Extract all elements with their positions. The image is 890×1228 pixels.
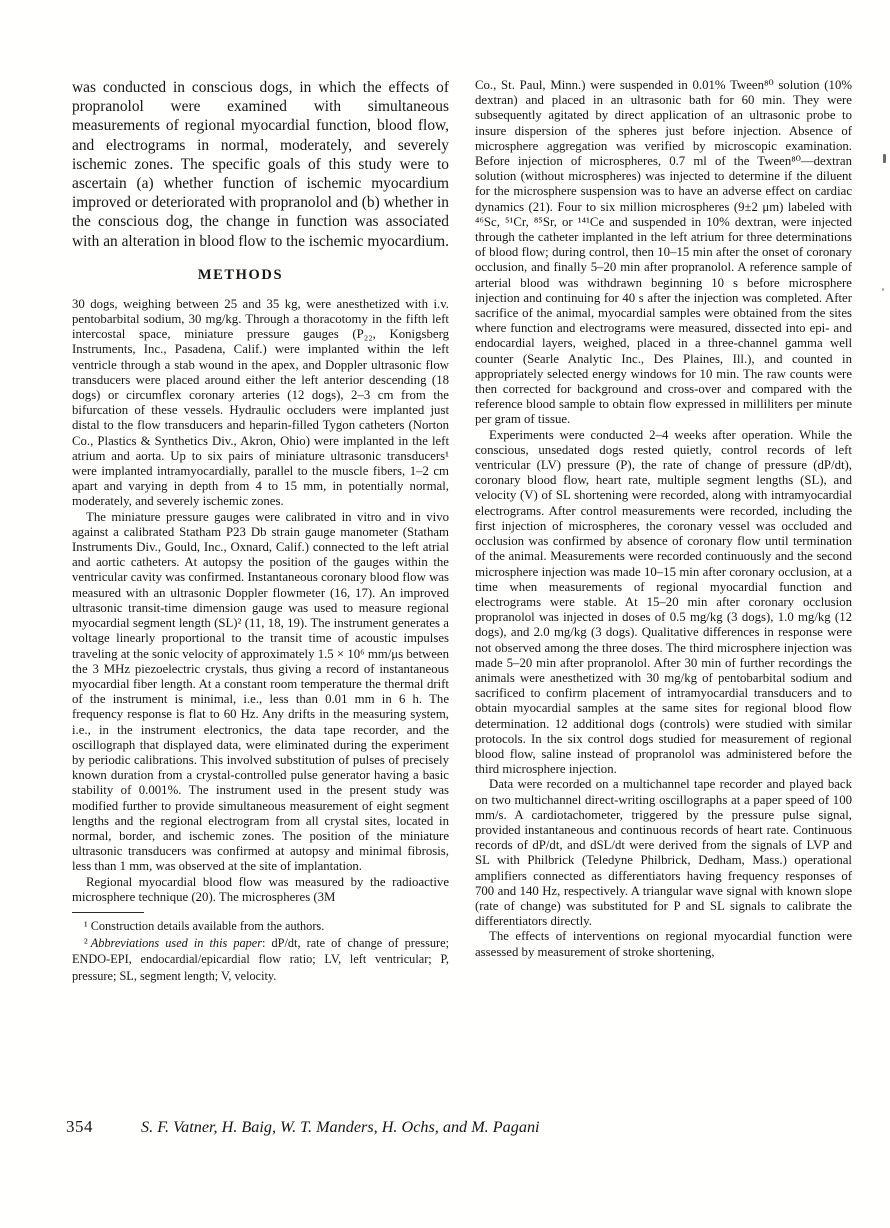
- methods-paragraph-1: 30 dogs, weighing between 25 and 35 kg, were anesthetized with i.v. pentobarbital sodium, 30 mg/kg. Through a thoracotomy in the fifth left intercostal space, miniature pressure gauges (P₂₂, Konigsberg Instruments, Inc., Pasadena, Calif.) were implanted within the left ventricle through a stab wound in the apex, and Doppler ultrasonic flow transducers were placed around either the left anterior descending (18 dogs) or circumflex coronary arteries (12 dogs), 2–3 cm from the bifurcation of these vessels. Hydraulic occluders were implanted just distal to the flow transducers and heparin-filled Tygon catheters (Norton Co., Plastics & Synthetics Div., Akron, Ohio) were implanted in the left atrium and aorta. Up to six pairs of miniature ultrasonic transducers¹ were implanted intramyocardially, parallel to the muscle fibers, 1–2 cm apart and varying in depth from 4 to 15 mm, in potentially normal, moderately, and severely ischemic zones.: [72, 296, 449, 509]
- footnote-2-marker: ²: [84, 935, 88, 950]
- intro-paragraph: was conducted in conscious dogs, in which the effects of propranolol were examined with simultaneous measurements of regional myocardial function, blood flow, and electrograms in normal, moderately, and severely ischemic zones. The specific goals of this study were to ascertain (a) whether function of ischemic myocardium improved or deteriorated with propranolol and (b) whether in the conscious dog, the change in function was associated with an alteration in blood flow to the ischemic myocardium.: [72, 79, 449, 250]
- methods-paragraph-3-continued: Co., St. Paul, Minn.) were suspended in 0.01% Tween⁸⁰ solution (10% dextran) and placed in an ultrasonic bath for 60 min. They were subsequently agitated by direct application of an ultrasonic probe to insure dispersion of the spheres just before injection. Absence of microsphere aggregation was verified by microscopic examination. Before injection of microspheres, 0.7 ml of the Tween⁸⁰—dextran solution (without microspheres) was injected to determine if the diluent for the microsphere suspension was to have an adverse effect on cardiac dynamics (21). Four to six million microspheres (9±2 μm) labeled with ⁴⁶Sc, ⁵¹Cr, ⁸⁵Sr, or ¹⁴¹Ce and suspended in 10% dextran, were injected through the catheter implanted in the left atrium for three determinations of blood flow; during control, then 10–15 min after the onset of coronary occlusion, and finally 5–20 min after propranolol. A reference sample of arterial blood was withdrawn beginning 10 s before microsphere injection and continuing for 40 s after the injection was completed. After sacrifice of the animal, myocardial samples were obtained from the sites where function and electrograms were measured, dissected into epi- and endocardial layers, weighed, placed in a three-channel gamma well counter (Searle Analytic Inc., Des Plaines, Ill.), and counted in appropriately selected energy windows for 10 min. The raw counts were then corrected for background and cross-over and compared with the reference blood sample to obtain flow expressed in milliliters per minute per gram of tissue.: [475, 78, 852, 427]
- methods-paragraph-3: Regional myocardial blood flow was measured by the radioactive microsphere technique (20). The microspheres (3M: [72, 874, 449, 904]
- footnote-2: [72, 935, 449, 985]
- methods-paragraph-2: The miniature pressure gauges were calibrated in vitro and in vivo against a calibrated Statham P23 Db strain gauge manometer (Statham Instruments Div., Gould, Inc., Oxnard, Calif.) connected to the left atrial and aortic catheters. At autopsy the position of the gauges within the ventricular cavity was confirmed. Instantaneous coronary blood flow was measured with an ultrasonic Doppler flowmeter (16, 17). An improved ultrasonic transit-time dimension gauge was used to measure regional myocardial segment length (SL)² (11, 18, 19). The instrument generates a voltage linearly proportional to the transit time of acoustic impulses traveling at the sonic velocity of approximately 1.5 × 10⁶ mm/μs between the 3 MHz piezoelectric crystals, thus giving a record of instantaneous myocardial fiber length. At a constant room temperature the thermal drift of the instrument is minimal, i.e., less than 0.01 mm in 6 h. The frequency response is flat to 60 Hz. Any drifts in the measuring system, i.e., in the instrument electronics, the data tape recorder, and the oscillograph that displayed data, were eliminated during the experiment by periodic calibrations. This involved substitution of pulses of precisely known duration from a crystal-controlled pulse generator having a basic stability of 0.001%. The instrument used in the present study was modified further to provide simultaneous measurement of eight segment lengths and the regional electrogram from all crystal sites, located in normal, border, and ischemic zones. The position of the miniature ultrasonic transducers was confirmed at autopsy and minimal fibrosis, less than 1 mm, was observed at the site of implantation.: [72, 509, 449, 874]
- footnote-1: [72, 918, 449, 935]
- footnote-1-text: Construction details available from the authors.: [90, 918, 325, 933]
- scan-artifact: [883, 154, 886, 163]
- running-authors: S. F. Vatner, H. Baig, W. T. Manders, H. Ochs, and M. Pagani: [141, 1118, 540, 1136]
- footnote-2-lead: Abbreviations used in this paper: [90, 935, 263, 950]
- page-number: 354: [66, 1117, 93, 1136]
- footnote-divider: [72, 912, 144, 913]
- methods-paragraph-6: The effects of interventions on regional myocardial function were assessed by measurement of stroke shortening,: [475, 929, 852, 959]
- page-footer: [66, 1117, 856, 1137]
- right-column: [475, 78, 852, 960]
- methods-paragraph-4: Experiments were conducted 2–4 weeks after operation. While the conscious, unsedated dogs rested quietly, control records of left ventricular (LV) pressure (P), the rate of change of pressure (dP/dt), coronary blood flow, heart rate, multiple segment lengths (SL), and velocity (V) of SL shortening were recorded, along with intramyocardial electrograms. After control measurements were recorded, including the first injection of microspheres, the coronary vessel was occluded and occlusion was confirmed by absence of coronary flow until termination of the animal. Measurements were recorded continuously and the second microsphere injection was made 10–15 min after coronary occlusion, at a time when measurements of regional myocardial function and electrograms were stable. At 15–20 min after coronary occlusion propranolol was injected in doses of 0.5 mg/kg (3 dogs), 1.0 mg/kg (12 dogs), and 2.0 mg/kg (3 dogs). Qualitative differences in response were not observed among the three doses. The third microsphere injection was made 5–20 min after propranolol. After 30 min of further recordings the animals were anesthetized with 30 mg/kg of pentobarbital sodium and sacrificed to confirm placement of intramyocardial transducers and to obtain myocardial samples at the same sites for regional blood flow determination. 12 additional dogs (controls) were studied with similar protocols. In the six control dogs studied for measurement of regional blood flow, saline instead of propranolol was administered before the third microsphere injection.: [475, 427, 852, 777]
- scan-artifact: [882, 288, 884, 291]
- methods-heading: METHODS: [197, 266, 284, 283]
- footnote-1-marker: ¹: [84, 918, 88, 933]
- left-column: [72, 78, 449, 984]
- methods-paragraph-5: Data were recorded on a multichannel tape recorder and played back on two multichannel direct-writing oscillographs at a paper speed of 100 mm/s. A cardiotachometer, triggered by the pressure pulse signal, provided instantaneous and continuous records of heart rate. Continuous records of dP/dt, and dSL/dt were derived from the signals of LVP and SL with Philbrick (Teledyne Philbrick, Dedham, Mass.) operational amplifiers connected as differentiators having frequency responses of 700 and 140 Hz, respectively. A triangular wave signal with known slope (rate of change) was substituted for P and SL signals to calibrate the differentiators directly.: [475, 777, 852, 929]
- footnote-2-text: : dP/dt, rate of change of pressure; ENDO-EPI, endocardial/epicardial flow ratio; LV, left ventricular; P, pressure; SL, segment length; V, velocity.: [72, 935, 449, 983]
